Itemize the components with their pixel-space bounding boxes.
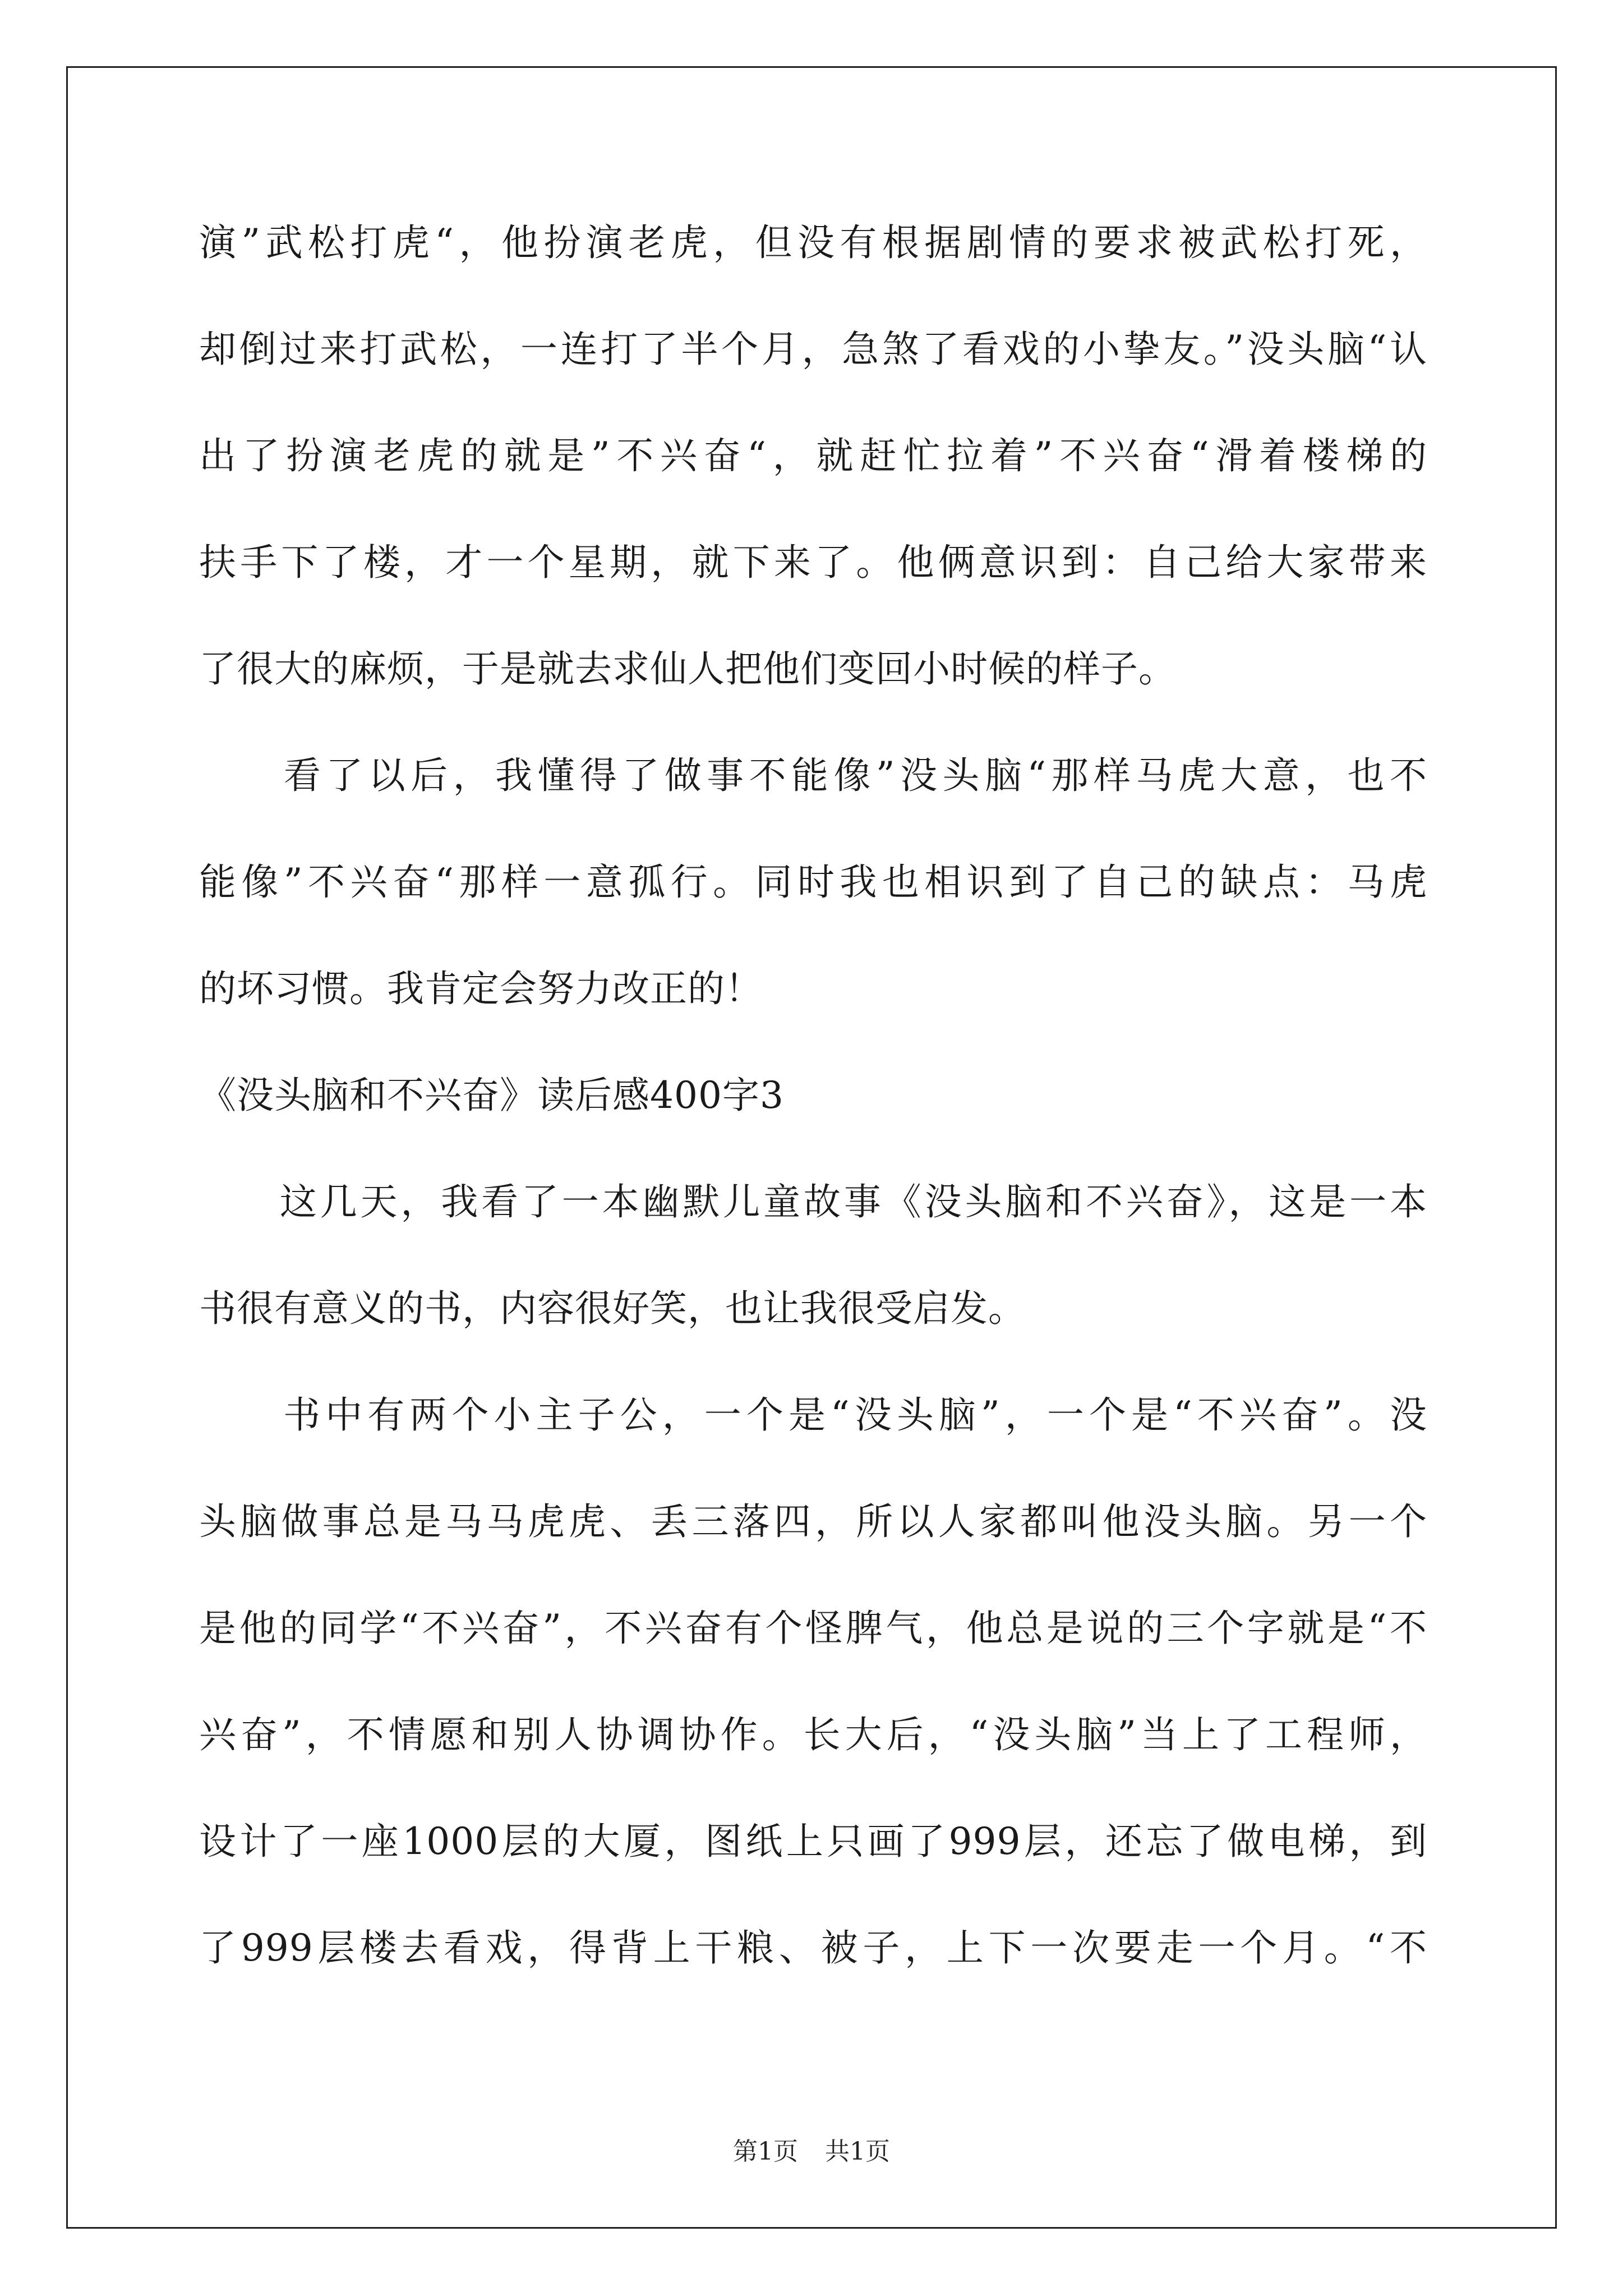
page-number: 第1页 xyxy=(733,2137,798,2166)
text-line: 书很有意义的书，内容很好笑，也让我很受启发。 xyxy=(199,1287,1026,1330)
text-line: 演”武松打虎“，他扮演老虎，但没有根据剧情的要求被武松打死， xyxy=(199,221,1427,264)
text-line: 看了以后，我懂得了做事不能像”没头脑“那样马虎大意，也不 xyxy=(199,754,1427,797)
text-line: 是他的同学“不兴奋”，不兴奋有个怪脾气，他总是说的三个字就是“不 xyxy=(199,1607,1427,1650)
page-total: 共1页 xyxy=(825,2137,890,2166)
text-line: 这几天，我看了一本幽默儿童故事《没头脑和不兴奋》，这是一本 xyxy=(199,1180,1427,1223)
text-line: 的坏习惯。我肯定会努力改正的！ xyxy=(199,967,763,1010)
text-line: 书中有两个小主子公，一个是“没头脑”，一个是“不兴奋”。没 xyxy=(199,1393,1427,1437)
text-line: 头脑做事总是马马虎虎、丢三落四，所以人家都叫他没头脑。另一个 xyxy=(199,1500,1427,1543)
section-heading: 《没头脑和不兴奋》读后感400字3 xyxy=(199,1074,784,1117)
text-line: 了999层楼去看戏，得背上干粮、被子，上下一次要走一个月。“不 xyxy=(199,1926,1427,1970)
document-body xyxy=(199,190,1427,2001)
text-line: 兴奋”，不情愿和别人协调协作。长大后，“没头脑”当上了工程师， xyxy=(199,1713,1427,1756)
text-line: 能像”不兴奋“那样一意孤行。同时我也相识到了自己的缺点：马虎 xyxy=(199,861,1427,904)
page-footer xyxy=(0,2135,1623,2169)
text-line: 却倒过来打武松，一连打了半个月，急煞了看戏的小挚友。”没头脑“认 xyxy=(199,328,1427,371)
text-line: 扶手下了楼，才一个星期，就下来了。他俩意识到：自己给大家带来 xyxy=(199,541,1427,584)
text-line: 设计了一座1000层的大厦，图纸上只画了999层，还忘了做电梯，到 xyxy=(199,1820,1427,1863)
text-line: 出了扮演老虎的就是”不兴奋“，就赶忙拉着”不兴奋“滑着楼梯的 xyxy=(199,434,1427,477)
text-line: 了很大的麻烦，于是就去求仙人把他们变回小时候的样子。 xyxy=(199,647,1176,691)
